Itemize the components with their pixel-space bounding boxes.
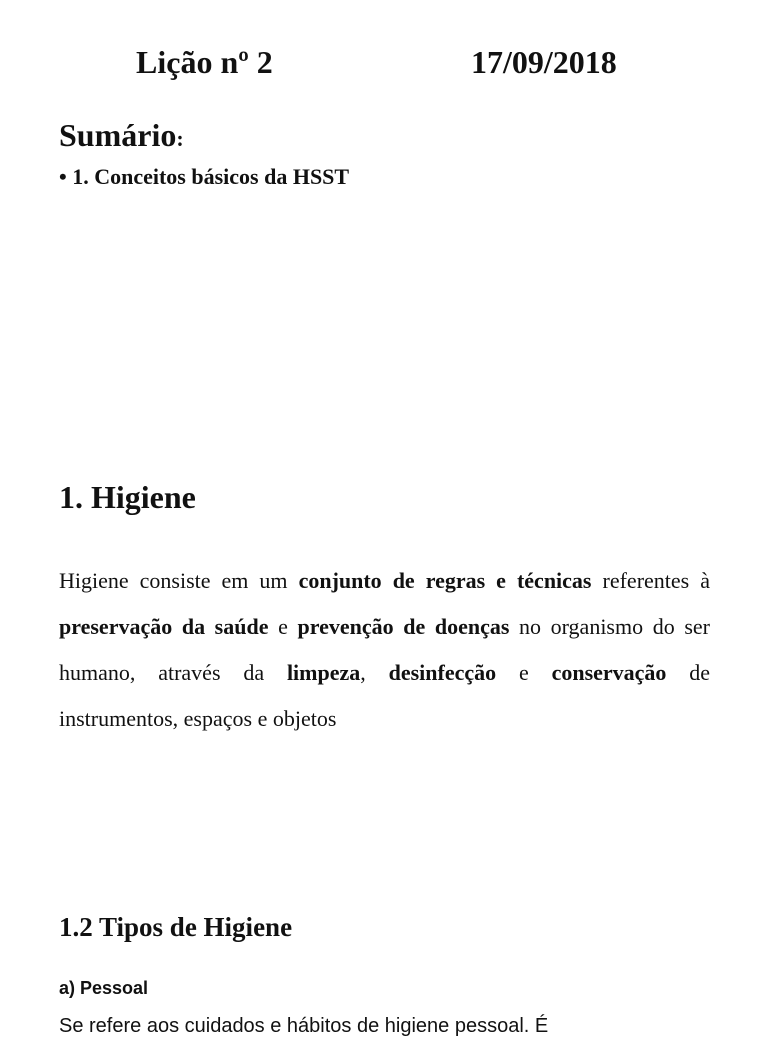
section-heading-higiene: 1. Higiene: [59, 479, 196, 515]
paragraph-run-bold: preservação da saúde: [59, 614, 269, 639]
paragraph-run-bold: prevenção de doenças: [297, 614, 510, 639]
paragraph-run: de instrumentos, espaços e objetos: [59, 660, 711, 731]
paragraph-run: referentes à: [591, 568, 711, 593]
paragraph-run-bold: conservação: [551, 660, 667, 685]
paragraph-run: e: [496, 660, 552, 685]
summary-item: • 1. Conceitos básicos da HSST: [59, 164, 350, 189]
summary-title-text: Sumário: [59, 117, 177, 153]
partial-text-line: Se refere aos cuidados e hábitos de higiene pessoal. É: [59, 1015, 549, 1037]
paragraph-run: no organismo do ser humano, através da: [59, 614, 710, 685]
paragraph-run: ,: [360, 660, 389, 685]
summary-title-colon: :: [176, 126, 184, 151]
lesson-date: 17/09/2018: [471, 44, 617, 80]
paragraph-run-bold: conjunto de regras e técnicas: [298, 568, 592, 593]
section-heading-tipos-higiene: 1.2 Tipos de Higiene: [59, 912, 293, 942]
paragraph-run-bold: desinfecção: [388, 660, 497, 685]
lesson-number: Lição nº 2: [136, 44, 273, 80]
higiene-paragraph: [59, 558, 710, 742]
subsection-pessoal: a) Pessoal: [59, 978, 149, 998]
summary-title: [59, 117, 184, 154]
paragraph-run: Higiene consiste em um: [59, 568, 299, 593]
paragraph-run: e: [268, 614, 298, 639]
paragraph-run-bold: limpeza: [286, 660, 361, 685]
